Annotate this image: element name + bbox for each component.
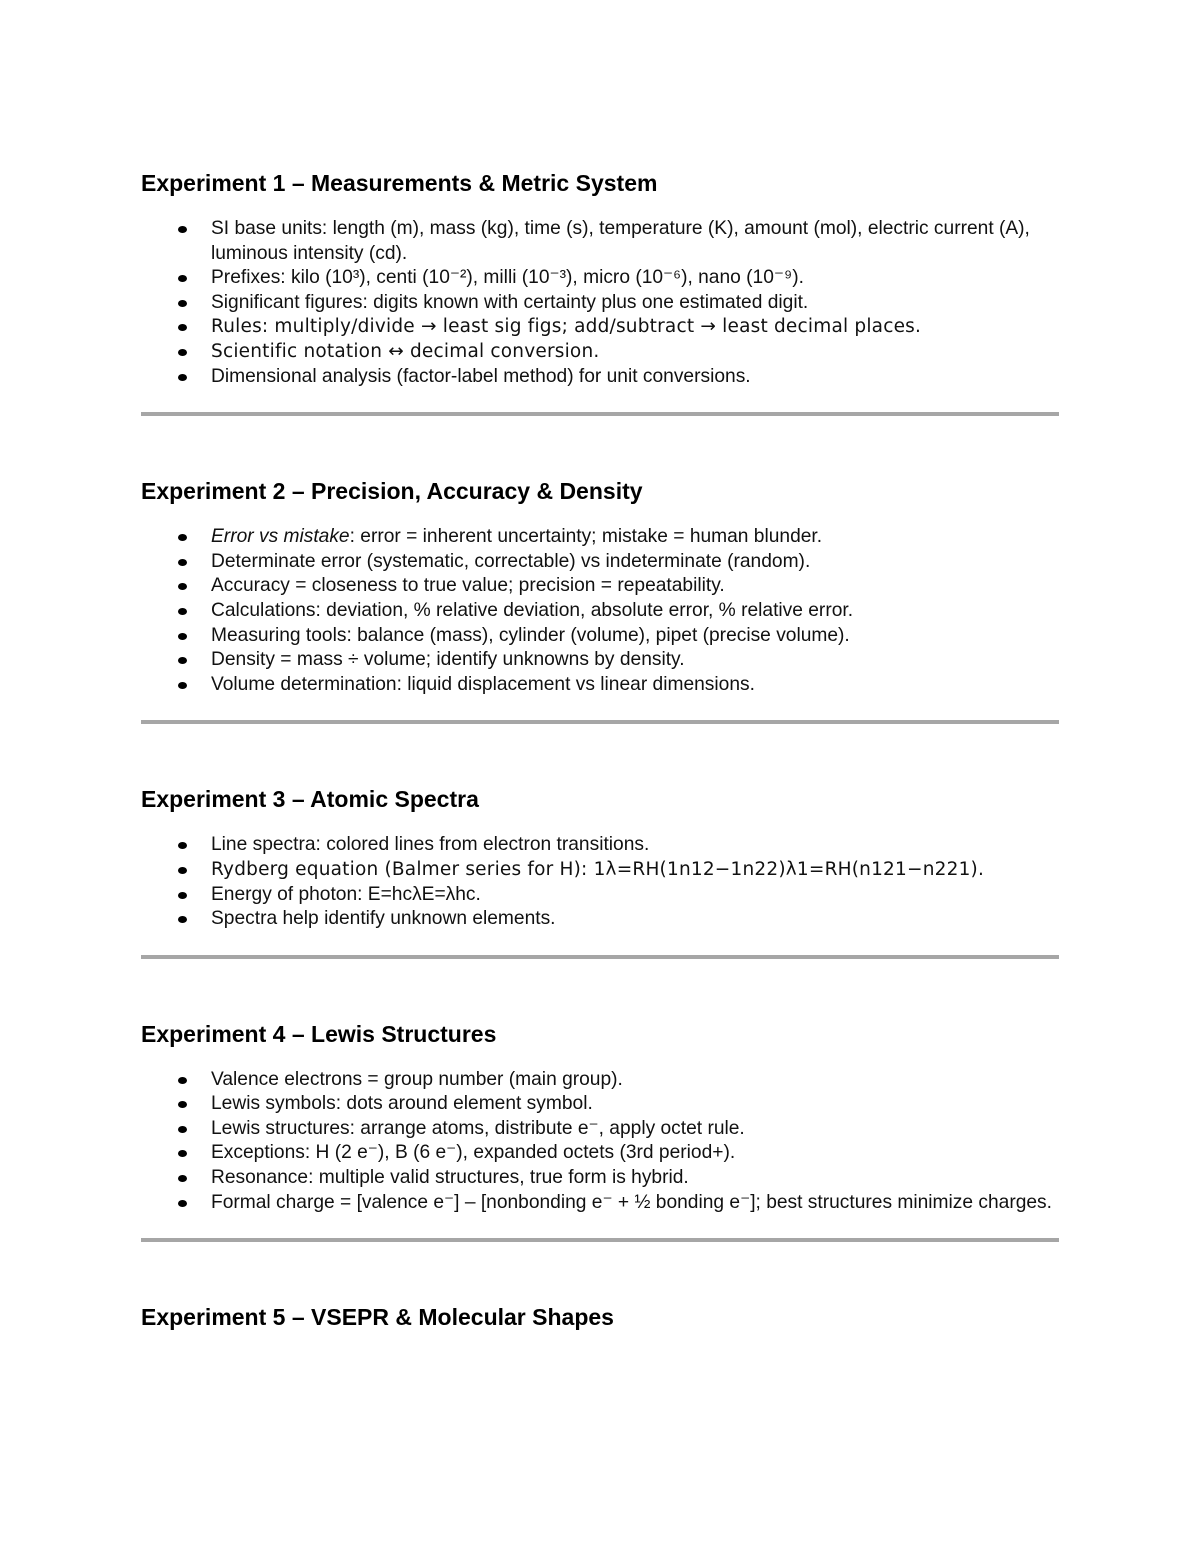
section-title: Experiment 1 – Measurements & Metric System (141, 170, 658, 196)
list-item: Scientific notation ↔ decimal conversion. (141, 340, 1059, 365)
list-item: Exceptions: H (2 e⁻), B (6 e⁻), expanded octets (3rd period+). (141, 1141, 1059, 1166)
section-title: Experiment 2 – Precision, Accuracy & Density (141, 478, 643, 505)
list-item: Error vs mistake: error = inherent uncertainty; mistake = human blunder. (141, 525, 1059, 550)
bullet-list (141, 525, 1059, 697)
bullet-icon (178, 1077, 187, 1084)
bullet-icon (178, 583, 187, 590)
bullet-list (141, 1068, 1059, 1216)
bullet-icon (178, 534, 187, 541)
bullet-icon (178, 1200, 187, 1207)
horizontal-divider (141, 412, 1059, 416)
list-item: Resonance: multiple valid structures, true form is hybrid. (141, 1166, 1059, 1191)
bullet-icon (178, 300, 187, 307)
section-title: Experiment 5 – VSEPR & Molecular Shapes (141, 1304, 614, 1331)
document-page (141, 168, 1059, 1332)
list-item: Measuring tools: balance (mass), cylinder (volume), pipet (precise volume). (141, 624, 1059, 649)
bullet-icon (178, 682, 187, 689)
section-experiment-2 (141, 476, 1059, 724)
bullet-icon (178, 374, 187, 381)
bullet-icon (178, 559, 187, 566)
horizontal-divider (141, 955, 1059, 959)
section-experiment-4 (141, 1019, 1059, 1243)
list-item: Rules: multiply/divide → least sig figs; add/subtract → least decimal places. (141, 315, 1059, 340)
section-title: Experiment 3 – Atomic Spectra (141, 786, 479, 813)
section-experiment-1 (141, 168, 1059, 416)
bullet-list (141, 217, 1059, 389)
list-item: Energy of photon: E=hcλE=λhc​. (141, 883, 1059, 908)
list-item: Volume determination: liquid displacement vs linear dimensions. (141, 673, 1059, 698)
list-item: Spectra help identify unknown elements. (141, 907, 1059, 932)
list-item: Determinate error (systematic, correctable) vs indeterminate (random). (141, 550, 1059, 575)
bullet-icon (178, 892, 187, 899)
bullet-list (141, 833, 1059, 931)
bullet-icon (178, 1150, 187, 1157)
bullet-icon (178, 275, 187, 282)
list-item: Lewis symbols: dots around element symbol. (141, 1092, 1059, 1117)
bullet-icon (178, 657, 187, 664)
horizontal-divider (141, 720, 1059, 724)
bullet-icon (178, 916, 187, 923)
list-item: Rydberg equation (Balmer series for H): 1λ=RH(1n12−1n22)λ1​=RH​(n121​−n221​). (141, 858, 1059, 883)
list-item: Lewis structures: arrange atoms, distribute e⁻, apply octet rule. (141, 1117, 1059, 1142)
list-item: Significant figures: digits known with certainty plus one estimated digit. (141, 291, 1059, 316)
bullet-icon (178, 867, 187, 874)
list-item: Formal charge = [valence e⁻] – [nonbonding e⁻ + ½ bonding e⁻]; best structures minimize charges. (141, 1191, 1059, 1216)
horizontal-divider (141, 1238, 1059, 1242)
list-item: Accuracy = closeness to true value; precision = repeatability. (141, 574, 1059, 599)
bullet-icon (178, 842, 187, 849)
bullet-icon (178, 226, 187, 233)
section-title: Experiment 4 – Lewis Structures (141, 1020, 497, 1047)
bullet-icon (178, 324, 187, 331)
bullet-icon (178, 349, 187, 356)
bullet-icon (178, 1175, 187, 1182)
list-item: Calculations: deviation, % relative deviation, absolute error, % relative error. (141, 599, 1059, 624)
list-item: Line spectra: colored lines from electron transitions. (141, 833, 1059, 858)
bullet-icon (178, 1101, 187, 1108)
bullet-icon (178, 608, 187, 615)
section-experiment-5 (141, 1302, 1059, 1332)
list-item: SI base units: length (m), mass (kg), time (s), temperature (K), amount (mol), electric current (A), luminous intensity (cd). (141, 217, 1059, 266)
bullet-icon (178, 633, 187, 640)
bullet-icon (178, 1126, 187, 1133)
list-item: Density = mass ÷ volume; identify unknowns by density. (141, 648, 1059, 673)
list-item: Valence electrons = group number (main group). (141, 1068, 1059, 1093)
section-experiment-3 (141, 784, 1059, 958)
list-item: Prefixes: kilo (10³), centi (10⁻²), milli (10⁻³), micro (10⁻⁶), nano (10⁻⁹). (141, 266, 1059, 291)
list-item: Dimensional analysis (factor-label method) for unit conversions. (141, 365, 1059, 390)
